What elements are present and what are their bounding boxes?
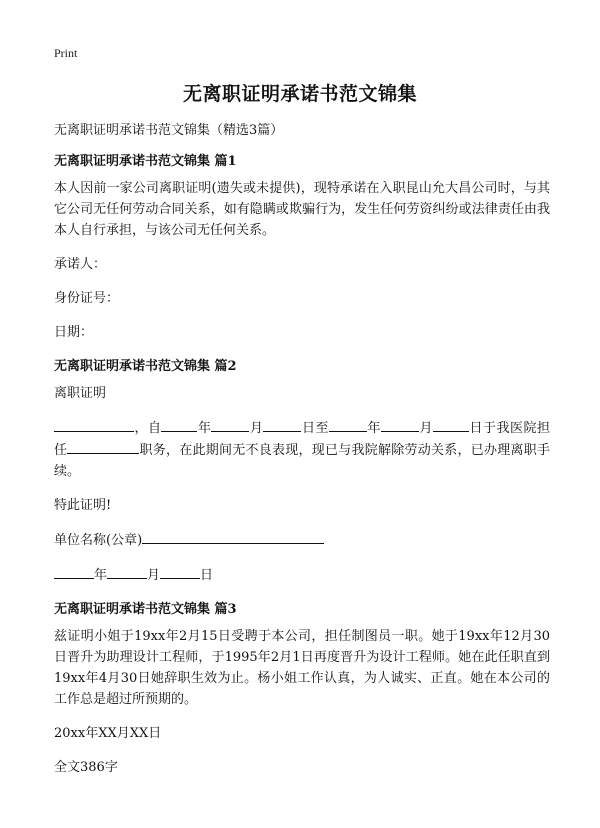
start-year-blank <box>161 417 197 432</box>
cert-month-text: 月 <box>147 568 161 583</box>
section-1-body: 本人因前一家公司离职证明(遗失或未提供)，现特承诺在入职昆山允大昌公司时，与其它公司无任何劳动合同关系，如有隐瞒或欺骗行为，发生任何劳资纠纷或法律责任由我本人自行承担，与该公司无任何关系。 <box>54 181 550 238</box>
section-3-date: 20xx年XX月XX日 <box>54 726 162 741</box>
day-to-text: 日至 <box>301 421 329 436</box>
month-text-2: 月 <box>418 421 433 436</box>
start-month-blank <box>211 417 249 432</box>
end-day-blank <box>433 417 469 432</box>
section-heading-1: 无离职证明承诺书范文锦集 篇1 <box>54 154 237 169</box>
month-text: 月 <box>249 421 264 436</box>
cert-day-text: 日 <box>200 568 214 583</box>
date-field: 日期： <box>54 325 94 340</box>
cert-month-blank <box>107 564 147 579</box>
id-number-field: 身份证号： <box>54 291 120 306</box>
from-text: ，自 <box>134 421 162 436</box>
line2-suffix: 职务，在此期间无不良表现，现已与我院解除劳动关系，已办理离职手续。 <box>54 443 550 479</box>
section-heading-3: 无离职证明承诺书范文锦集 篇3 <box>54 602 237 617</box>
print-link[interactable]: Print <box>54 46 78 60</box>
cert-year-text: 年 <box>94 568 108 583</box>
promisor-field: 承诺人： <box>54 257 107 272</box>
name-blank <box>54 417 134 432</box>
start-day-blank <box>263 417 301 432</box>
document-subtitle: 无离职证明承诺书范文锦集（精选3篇） <box>54 123 284 138</box>
cert-year-blank <box>54 564 94 579</box>
year-text-2: 年 <box>366 421 381 436</box>
document-body <box>54 120 550 791</box>
section-3-body: 兹证明小姐于19xx年2月15日受聘于本公司，担任制图员一职。她于19xx年12月30日晋升为助理设计工程师，于1995年2月1日再度晋升为设计工程师。她在此任职直到19xx年4月30日她辞职生效为止。杨小姐工作认真，为人诚实、正直。她在本公司的工作总是超过所预期的。 <box>54 629 550 707</box>
cert-date-field <box>54 564 550 586</box>
end-year-blank <box>329 417 367 432</box>
word-count: 全文386字 <box>54 760 118 775</box>
page-title: 无离职证明承诺书范文锦集 <box>182 83 417 105</box>
section-heading-2: 无离职证明承诺书范文锦集 篇2 <box>54 359 237 374</box>
cert-day-blank <box>160 564 200 579</box>
certificate-title: 离职证明 <box>54 386 107 401</box>
position-blank <box>67 439 139 454</box>
unit-name-field <box>54 529 550 551</box>
year-text: 年 <box>197 421 212 436</box>
day-at-hospital-text: 日于我医 <box>468 421 524 436</box>
special-certification: 特此证明! <box>54 498 112 513</box>
section-2-body <box>54 417 550 482</box>
unit-name-blank <box>142 529 324 544</box>
unit-name-label: 单位名称(公章) <box>54 533 143 548</box>
end-month-blank <box>381 417 419 432</box>
line2-prefix: 院担任 <box>54 421 550 458</box>
